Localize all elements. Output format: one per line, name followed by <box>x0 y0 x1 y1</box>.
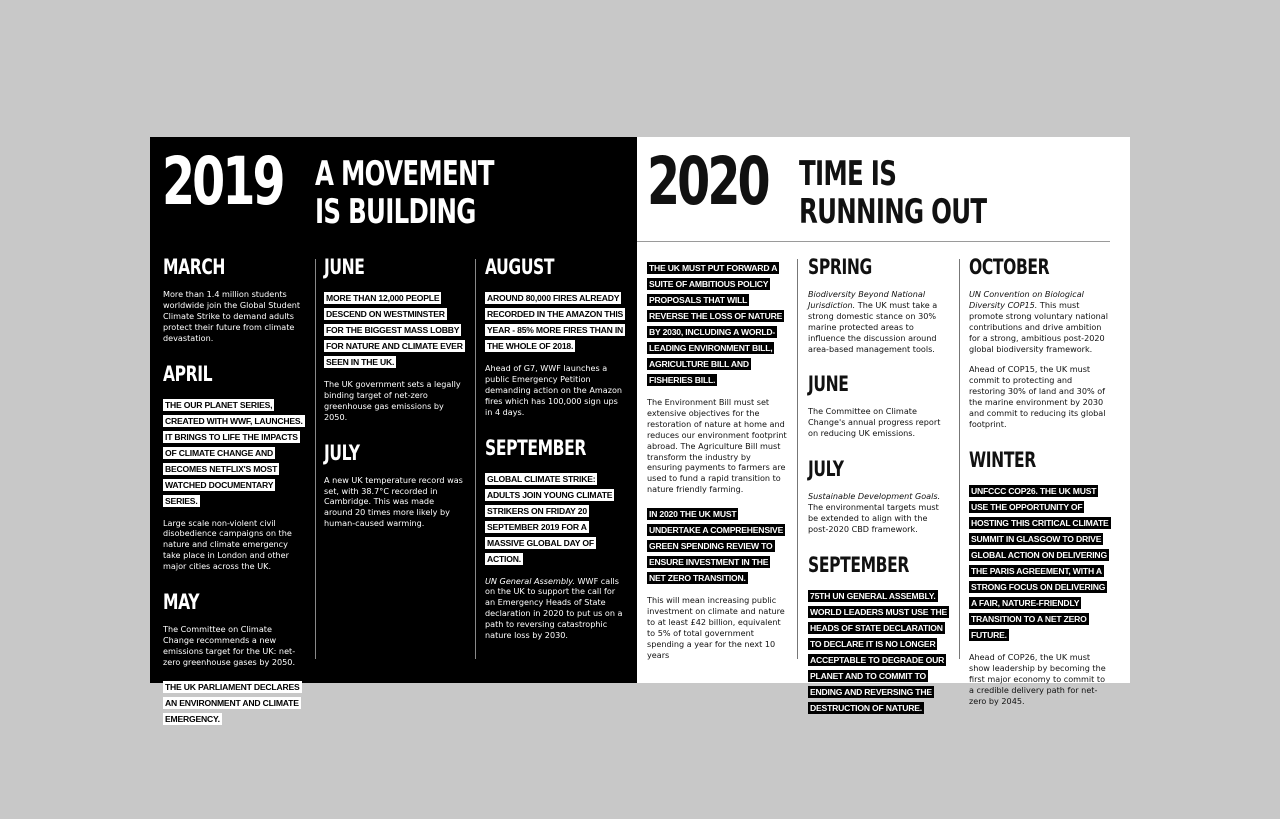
highlight-text: 75TH UN GENERAL ASSEMBLY. WORLD LEADERS MUST USE THE HEADS OF STATE DECLARATION TO DECLARE IT IS NO LONGER ACCEPTABLE TO DEGRADE OUR PLANET AND TO COMMIT TO ENDING AND REVERSING THE DESTRUCTION OF NATURE. <box>810 590 948 713</box>
column-spring-september <box>808 255 948 725</box>
column-june-july <box>324 255 464 539</box>
body-text: More than 1.4 million students worldwide join the Global Student Climate Strike to demand adults protect their future from climate devastation. <box>163 289 301 343</box>
body-text: Ahead of G7, WWF launches a public Emergency Petition demanding action on the Amazon fires which has 100,000 sign ups in 4 days. <box>485 363 623 417</box>
body-text: The UK government sets a legally binding target of net-zero greenhouse gas emissions by 2050. <box>324 379 461 422</box>
column-august-september <box>485 255 625 651</box>
body-text: Biodiversity Beyond National Jurisdiction. The UK must take a strong domestic stance on 30% marine protected areas to influence the discussion around area-based management tools. <box>808 289 938 354</box>
month-heading-june: JUNE <box>324 255 365 279</box>
month-heading-march: MARCH <box>163 255 226 279</box>
column-october-winter <box>969 255 1109 716</box>
month-heading-september: SEPTEMBER <box>808 552 909 577</box>
header-divider <box>637 241 1110 242</box>
column-divider <box>475 259 476 659</box>
body-text: This will mean increasing public investment on climate and nature to at least £42 billion, equivalent to 5% of total government spending a year for the next 10 years <box>647 595 785 660</box>
highlight-text: IN 2020 THE UK MUST UNDERTAKE A COMPREHENSIVE GREEN SPENDING REVIEW TO ENSURE INVESTMENT IN THE NET ZERO TRANSITION. <box>649 509 784 584</box>
month-heading-june: JUNE <box>808 372 849 397</box>
month-heading-september: SEPTEMBER <box>485 435 586 460</box>
body-text: Large scale non-violent civil disobedience campaigns on the nature and climate emergency take place in London and other major cities across the UK. <box>163 517 292 572</box>
body-text: A new UK temperature record was set, with 38.7°C recorded in Cambridge. This was made around 20 times more likely by human-caused warming. <box>324 474 463 529</box>
season-heading-winter: WINTER <box>969 447 1036 472</box>
body-text: The Committee on Climate Change's annual progress report on reducing UK emissions. <box>808 406 941 439</box>
highlight-text: THE OUR PLANET SERIES, CREATED WITH WWF, LAUNCHES. IT BRINGS TO LIFE THE IMPACTS OF CLIMATE CHANGE AND BECOMES NETFLIX'S MOST WATCHED DOCUMENTARY SERIES. <box>165 399 303 506</box>
panel-2020 <box>637 137 1130 713</box>
highlight-text: AROUND 80,000 FIRES ALREADY RECORDED IN THE AMAZON THIS YEAR - 85% MORE FIRES THAN IN THE WHOLE OF 2018. <box>487 293 624 351</box>
panel-2019 <box>150 137 637 724</box>
body-text: Ahead of COP26, the UK must show leadership by becoming the first major economy to commit to a credible delivery path for net-zero by 2045. <box>969 651 1106 706</box>
column-divider <box>797 259 798 659</box>
month-heading-october: OCTOBER <box>969 255 1050 279</box>
highlight-text: THE UK PARLIAMENT DECLARES AN ENVIRONMENT AND CLIMATE EMERGENCY. <box>165 681 300 724</box>
column-march-may <box>163 255 303 736</box>
body-text: The Environment Bill must set extensive objectives for the restoration of nature at home and reduces our environment footprint abroad. The Agriculture Bill must transform the industry by ensuring payments to farmers are used to fund a rapid transition to nature friendly farming. <box>647 397 787 495</box>
year-2019: 2019 <box>162 143 283 220</box>
highlight-text: UNFCCC COP26. THE UK MUST USE THE OPPORTUNITY OF HOSTING THIS CRITICAL CLIMATE SUMMIT IN GLASGOW TO DRIVE GLOBAL ACTION ON DELIVERING THE PARIS AGREEMENT, WITH A STRONG FOCUS ON DELIVERING A FAIR, NATURE-FRIENDLY TRANSITION TO A NET ZERO FUTURE. <box>971 485 1109 640</box>
highlight-text: GLOBAL CLIMATE STRIKE: ADULTS JOIN YOUNG CLIMATE STRIKERS ON FRIDAY 20 SEPTEMBER 2019 FOR A MASSIVE GLOBAL DAY OF ACTION. <box>487 473 613 564</box>
year-2020: 2020 <box>647 143 768 220</box>
season-heading-spring: SPRING <box>808 255 872 279</box>
column-divider <box>315 259 316 659</box>
highlight-text: THE UK MUST PUT FORWARD A SUITE OF AMBITIOUS POLICY PROPOSALS THAT WILL REVERSE THE LOSS OF NATURE BY 2030, INCLUDING A WORLD-LEADING ENVIRONMENT BILL, AGRICULTURE BILL AND FISHERIES BILL. <box>649 263 783 385</box>
month-heading-april: APRIL <box>163 361 213 386</box>
highlight-text: MORE THAN 12,000 PEOPLE DESCEND ON WESTMINSTER FOR THE BIGGEST MASS LOBBY FOR NATURE AND CLIMATE EVER SEEN IN THE UK. <box>326 293 463 367</box>
column-divider <box>959 259 960 659</box>
timeline-infographic <box>150 137 1130 724</box>
body-text: The Committee on Climate Change recommends a new emissions target for the UK: net-zero greenhouse gases by 2050. <box>163 624 296 667</box>
tagline-2019: A MOVEMENT IS BUILDING <box>315 154 494 232</box>
month-heading-july: JULY <box>808 457 844 482</box>
body-text: Sustainable Development Goals. The environmental targets must be extended to align with the post-2020 CBD framework. <box>808 491 941 534</box>
column-policy <box>647 259 787 671</box>
month-heading-july: JULY <box>324 440 360 465</box>
body-text: Ahead of COP15, the UK must commit to protecting and restoring 30% of land and 30% of the marine environment by 2030 and commit to reducing its global footprint. <box>969 364 1106 429</box>
month-heading-august: AUGUST <box>485 255 555 279</box>
tagline-2020: TIME IS RUNNING OUT <box>799 154 987 232</box>
body-text: UN Convention on Biological Diversity COP15. This must promote strong voluntary national contributions and drive ambition for a strong, ambitious post-2020 global biodiversity framework. <box>969 289 1109 354</box>
body-text: UN General Assembly. WWF calls on the UK to support the call for an Emergency Heads of State declaration in 2020 to put us on a path to reversing catastrophic nature loss by 2030. <box>485 575 623 641</box>
month-heading-may: MAY <box>163 590 200 615</box>
